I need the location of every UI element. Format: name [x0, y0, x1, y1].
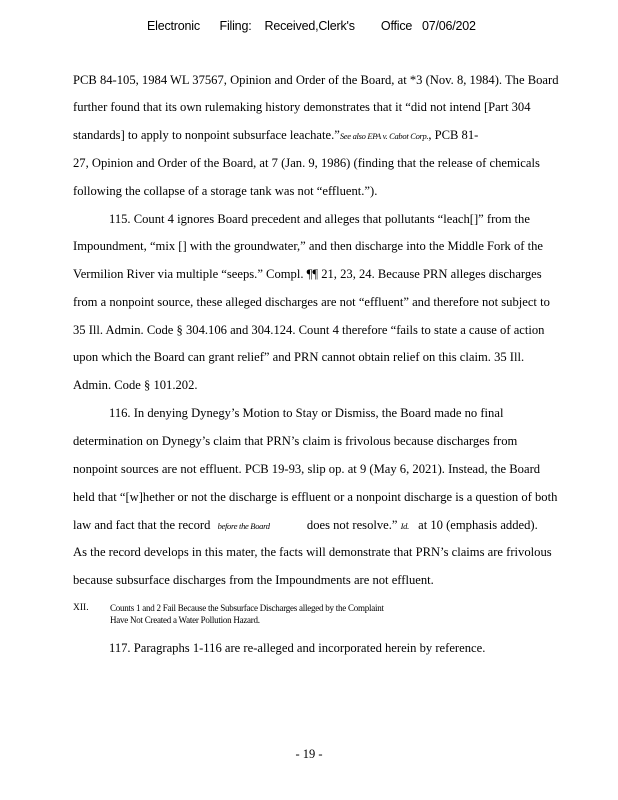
text-line: PCB 84-105, 1984 WL 37567, Opinion and Order of the Board, at *3 (Nov. 8, 1984). The Board — [73, 73, 559, 87]
text-line: As the record develops in this mater, the facts will demonstrate that PRN’s claims are frivolous — [73, 545, 552, 559]
text-line: Admin. Code § 101.202. — [73, 378, 198, 392]
text-line: 27, Opinion and Order of the Board, at 7 (Jan. 9, 1986) (finding that the release of chemicals — [73, 156, 540, 170]
text-line: 35 Ill. Admin. Code § 304.106 and 304.124. Count 4 therefore “fails to state a cause of action — [73, 323, 545, 337]
section-number: XII. — [73, 603, 89, 613]
text-line — [73, 518, 538, 533]
text-line: Vermilion River via multiple “seeps.” Compl. ¶¶ 21, 23, 24. Because PRN alleges discharges — [73, 267, 542, 281]
section-heading-line: Have Not Created a Water Pollution Hazard. — [110, 615, 260, 625]
filing-header: Electronic Filing: Received,Clerk's Office 07/06/202 — [147, 19, 476, 33]
text-line: further found that its own rulemaking history demonstrates that it “did not intend [Part 304 — [73, 100, 531, 114]
text-line — [73, 128, 478, 143]
paragraph-117-line: 117. Paragraphs 1-116 are re-alleged and incorporated herein by reference. — [109, 641, 486, 655]
id-citation: Id. — [400, 521, 409, 531]
text-line: nonpoint sources are not effluent. PCB 19-93, slip op. at 9 (May 6, 2021). Instead, the Board — [73, 462, 541, 476]
text-segment: at 10 (emphasis added). — [418, 518, 538, 532]
text-line: following the collapse of a storage tank was not “effluent.”). — [73, 184, 378, 198]
text-segment: standards] to apply to nonpoint subsurface leachate.” — [73, 128, 340, 142]
text-line: determination on Dynegy’s claim that PRN’s claim is frivolous because discharges from — [73, 434, 518, 448]
page-number: - 19 - — [295, 747, 323, 761]
text-segment: law and fact that the record — [73, 518, 211, 532]
section-heading-line: Counts 1 and 2 Fail Because the Subsurface Discharges alleged by the Complaint — [110, 603, 384, 613]
text-line: upon which the Board can grant relief” and PRN cannot obtain relief on this claim. 35 Ill. — [73, 350, 525, 364]
text-line: held that “[w]hether or not the discharge is effluent or a nonpoint discharge is a question of both — [73, 490, 558, 504]
emphasis-text: before the Board — [217, 521, 270, 531]
text-segment: , PCB 81- — [428, 128, 479, 142]
text-line: from a nonpoint source, these alleged discharges are not “effluent” and therefore not subject to — [73, 295, 550, 309]
text-segment: does not resolve.” — [306, 518, 398, 532]
text-line: Impoundment, “mix [] with the groundwater,” and then discharge into the Middle Fork of the — [73, 239, 544, 253]
case-citation: See also EPA v. Cabot Corp. — [339, 131, 429, 141]
text-line: because subsurface discharges from the Impoundments are not effluent. — [73, 573, 434, 587]
paragraph-115-line: 115. Count 4 ignores Board precedent and alleges that pollutants “leach[]” from the — [109, 212, 530, 226]
paragraph-116-line: 116. In denying Dynegy’s Motion to Stay or Dismiss, the Board made no final — [109, 406, 504, 420]
